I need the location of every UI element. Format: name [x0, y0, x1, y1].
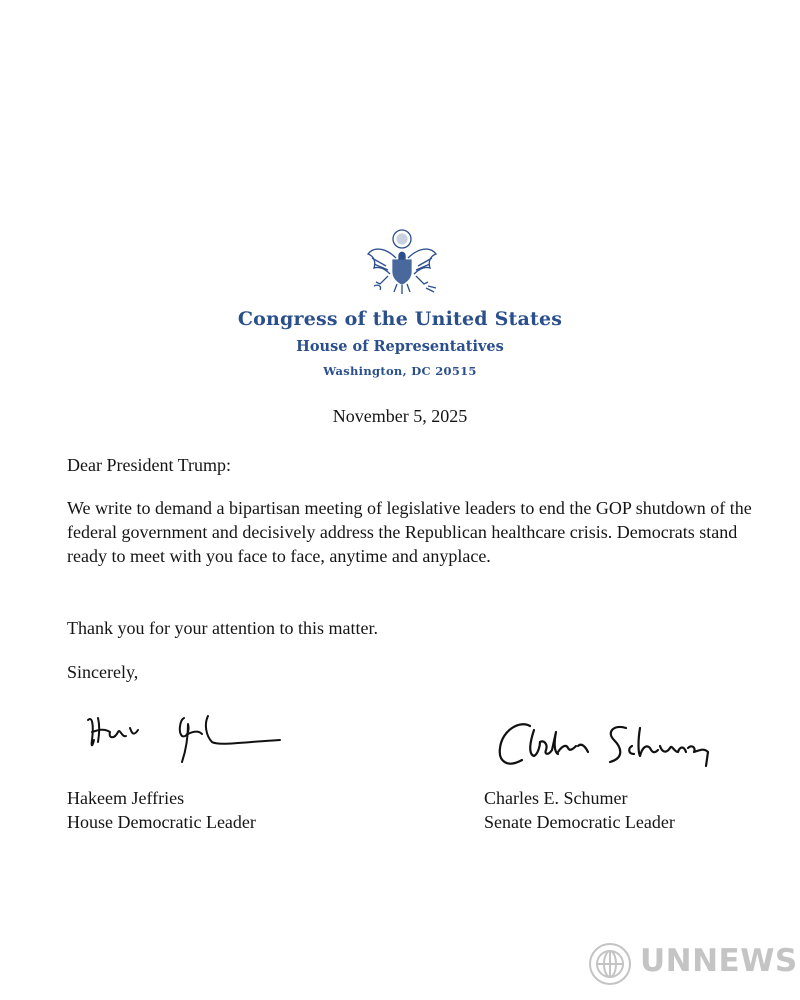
- letter-date: November 5, 2025: [332, 406, 468, 426]
- signer-block-schumer: [484, 786, 675, 834]
- watermark-text: UNNEWS: [640, 943, 798, 979]
- signer-block-jeffries: [67, 786, 256, 834]
- un-emblem-icon: [588, 942, 632, 986]
- signature-jeffries: [84, 710, 284, 766]
- closing: Sincerely,: [67, 662, 139, 682]
- signer-title: House Democratic Leader: [67, 812, 256, 832]
- letter-body: We write to demand a bipartisan meeting of legislative leaders to end the GOP shutdown of the federal government and decisively address the Republican healthcare crisis. Democrats stand ready to meet with you face to face, anytime and anyplace.: [67, 498, 752, 566]
- thanks-line: Thank you for your attention to this matter.: [67, 618, 378, 638]
- signer-name: Charles E. Schumer: [484, 788, 628, 808]
- signer-name: Hakeem Jeffries: [67, 788, 185, 808]
- signer-title: Senate Democratic Leader: [484, 812, 675, 832]
- seal-icon: [364, 226, 440, 302]
- letterhead-subtitle: House of Representatives: [296, 338, 504, 355]
- letterhead-title: Congress of the United States: [237, 308, 563, 330]
- signature-schumer: [494, 718, 724, 782]
- salutation: Dear President Trump:: [67, 455, 231, 475]
- letterhead-address: Washington, DC 20515: [323, 364, 477, 378]
- watermark: [588, 940, 798, 988]
